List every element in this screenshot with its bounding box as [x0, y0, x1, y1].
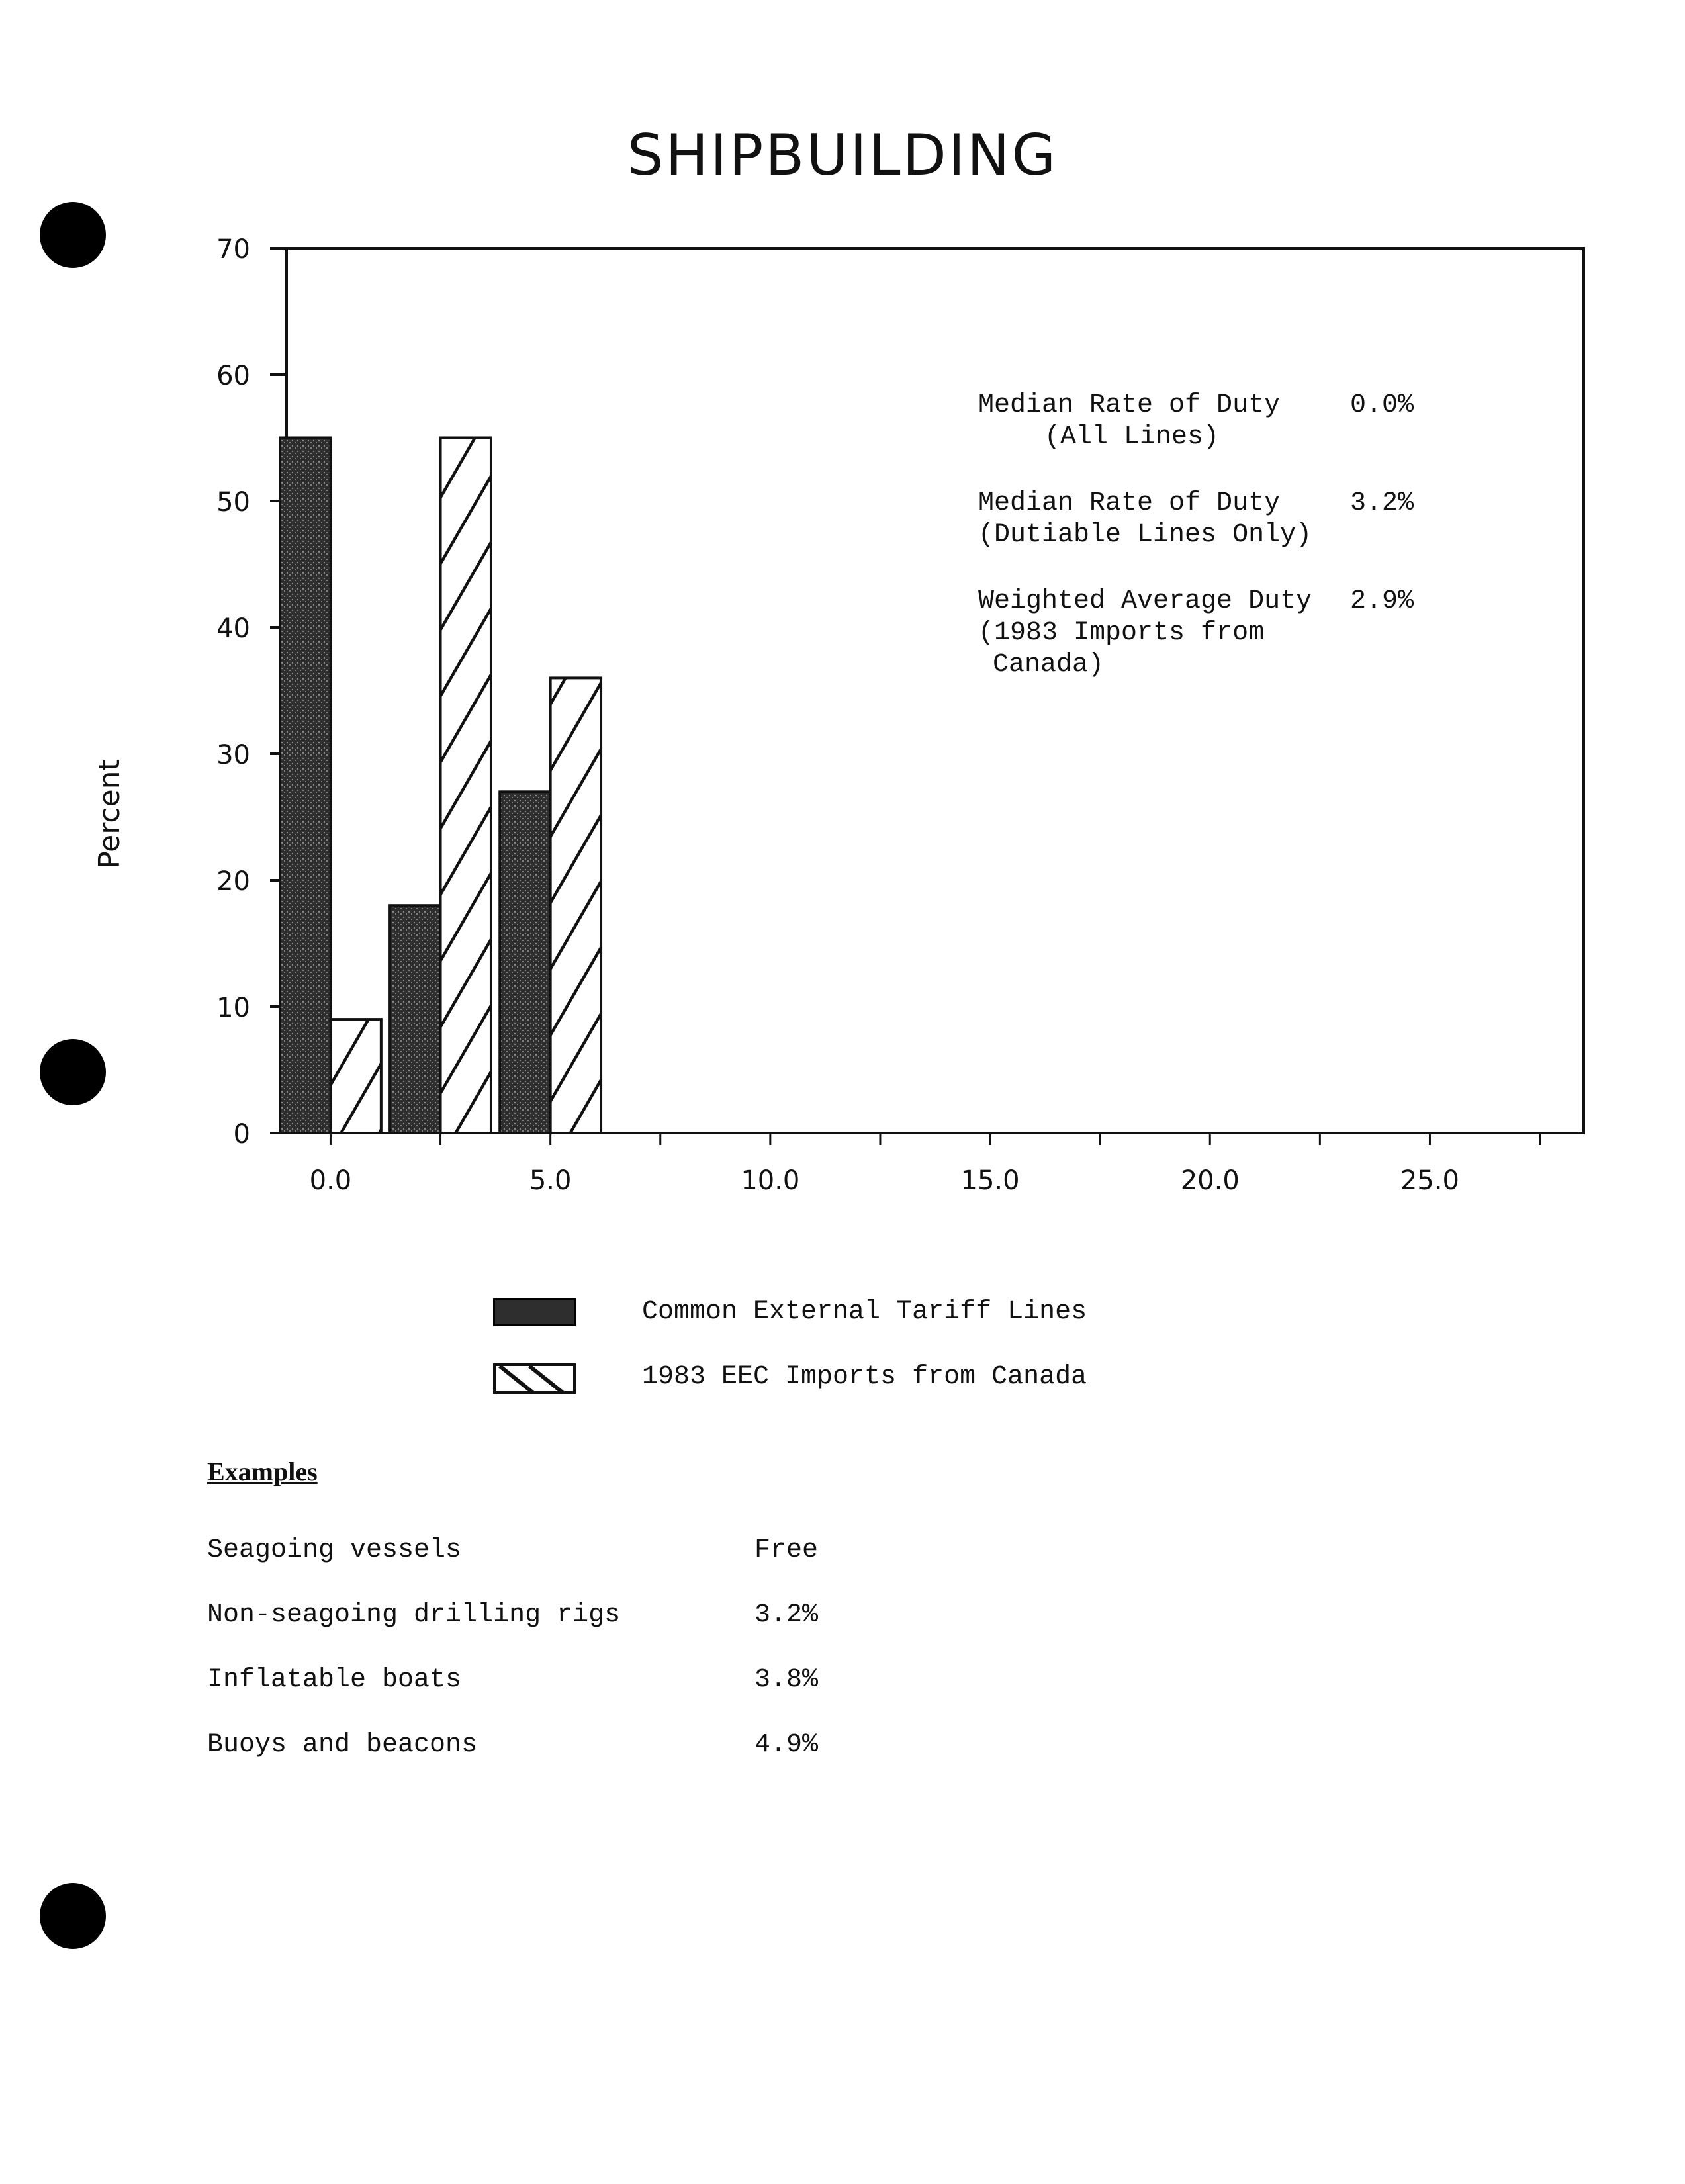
example-item: Non-seagoing drilling rigs	[207, 1600, 621, 1630]
x-tick-label: 0.0	[309, 1165, 352, 1196]
x-tick-label: 25.0	[1400, 1165, 1459, 1196]
y-tick-label: 30	[216, 740, 250, 770]
y-axis-label: Percent	[93, 759, 126, 869]
annotation-value: 2.9%	[1350, 586, 1414, 616]
annotation-value: 3.2%	[1350, 488, 1414, 518]
annotation-label: Median Rate of Duty	[978, 390, 1281, 420]
bars	[280, 438, 601, 1134]
x-tick-label: 20.0	[1180, 1165, 1240, 1196]
example-item: Buoys and beacons	[207, 1730, 478, 1760]
annotation-label: Median Rate of Duty	[978, 488, 1281, 518]
bar-eec-imports	[551, 678, 601, 1133]
bar-eec-imports	[441, 438, 491, 1134]
annotation-sublabel: (1983 Imports from	[978, 618, 1265, 648]
legend-swatch-hatch	[493, 1363, 576, 1395]
y-tick-label: 50	[216, 487, 250, 518]
annotation-sublabel: (Dutiable Lines Only)	[978, 520, 1312, 550]
annotation-sublabel: (All Lines)	[1044, 422, 1220, 452]
example-rate: Free	[754, 1535, 819, 1565]
example-item: Seagoing vessels	[207, 1535, 462, 1565]
legend-label: 1983 EEC Imports from Canada	[642, 1362, 1087, 1392]
chart-title: SHIPBUILDING	[627, 122, 1058, 189]
y-tick-label: 20	[216, 866, 250, 897]
annotation-sublabel: Canada)	[993, 650, 1105, 680]
bar-common-external	[280, 438, 330, 1134]
examples-heading: Examples	[207, 1457, 318, 1486]
bar-common-external	[500, 792, 550, 1133]
x-tick-label: 5.0	[529, 1165, 572, 1196]
legend-swatch-stipple	[493, 1298, 576, 1326]
annotation-value: 0.0%	[1350, 390, 1414, 420]
y-tick-label: 10	[216, 993, 250, 1023]
example-item: Inflatable boats	[207, 1665, 462, 1695]
example-rate: 3.2%	[754, 1600, 819, 1630]
y-tick-label: 0	[233, 1119, 250, 1150]
binder-hole-bottom	[40, 1883, 106, 1949]
legend-label: Common External Tariff Lines	[642, 1297, 1087, 1327]
y-tick-label: 40	[216, 614, 250, 644]
bar-common-external	[390, 905, 440, 1133]
x-tick-label: 10.0	[741, 1165, 800, 1196]
x-axis	[310, 1133, 1540, 1196]
y-tick-label: 60	[216, 361, 250, 391]
x-tick-label: 15.0	[960, 1165, 1020, 1196]
bar-eec-imports	[330, 1019, 381, 1133]
y-axis	[216, 234, 287, 1150]
annotation-label: Weighted Average Duty	[978, 586, 1312, 616]
y-tick-label: 70	[216, 234, 250, 265]
example-rate: 4.9%	[754, 1730, 819, 1760]
example-rate: 3.8%	[754, 1665, 819, 1695]
